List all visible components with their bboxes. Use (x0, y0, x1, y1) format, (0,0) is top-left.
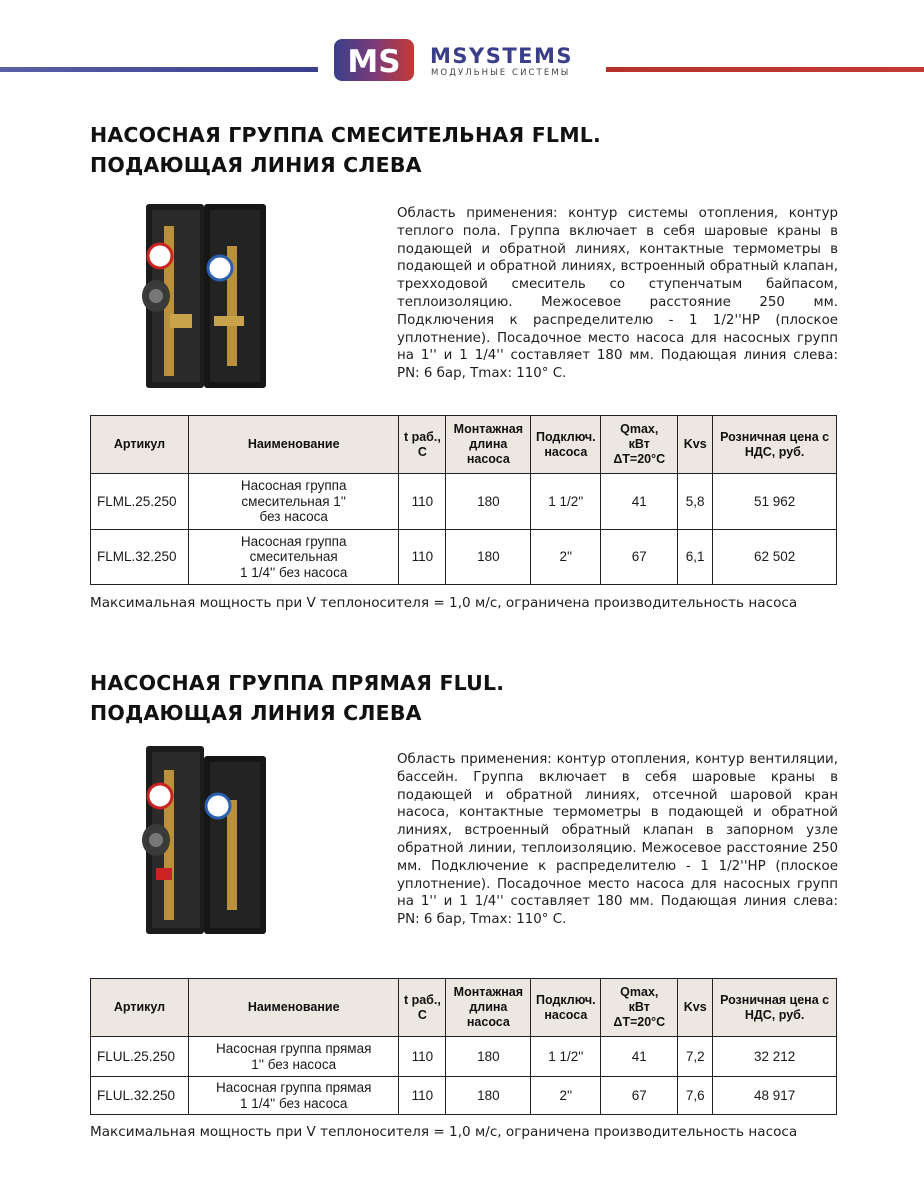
col-name: Наименование (188, 979, 398, 1037)
cell-article: FLUL.32.250 (91, 1077, 189, 1115)
col-kvs: Kvs (678, 979, 713, 1037)
cell-kvs: 7,2 (678, 1037, 713, 1077)
direct-pump-group-image (130, 740, 280, 940)
cell-t: 110 (399, 530, 446, 585)
svg-text:MS: MS (347, 44, 401, 80)
col-article: Артикул (91, 416, 189, 474)
cell-name: Насосная группа прямая 1'' без насоса (188, 1037, 398, 1077)
col-name: Наименование (188, 416, 398, 474)
brand-name: MSYSTEMS (430, 44, 574, 68)
cell-price: 32 212 (713, 1037, 837, 1077)
cell-article: FLML.25.250 (91, 474, 189, 530)
cell-kvs: 6,1 (678, 530, 713, 585)
cell-mount: 180 (446, 1077, 531, 1115)
col-mount: Монтажная длина насоса (446, 979, 531, 1037)
cell-t: 110 (399, 1037, 446, 1077)
cell-conn: 2'' (531, 1077, 601, 1115)
mixing-pump-group-image (130, 196, 280, 396)
col-price: Розничная цена с НДС, руб. (713, 979, 837, 1037)
col-article: Артикул (91, 979, 189, 1037)
header-line-right (606, 67, 924, 72)
col-qmax: Qmax, кВт ΔТ=20°С (601, 979, 678, 1037)
cell-mount: 180 (446, 530, 531, 585)
brand-logo (333, 38, 415, 82)
cell-kvs: 7,6 (678, 1077, 713, 1115)
cell-mount: 180 (446, 474, 531, 530)
cell-price: 62 502 (713, 530, 837, 585)
table-row (91, 1077, 837, 1115)
cell-name: Насосная группа прямая 1 1/4'' без насоса (188, 1077, 398, 1115)
cell-qmax: 41 (601, 1037, 678, 1077)
col-price: Розничная цена с НДС, руб. (713, 416, 837, 474)
cell-conn: 1 1/2'' (531, 474, 601, 530)
section-title: НАСОСНАЯ ГРУППА ПРЯМАЯ FLUL. ПОДАЮЩАЯ ЛИНИЯ СЛЕВА (90, 671, 505, 725)
header-line-left (0, 67, 318, 72)
cell-kvs: 5,8 (678, 474, 713, 530)
col-kvs: Kvs (678, 416, 713, 474)
spec-table (90, 978, 837, 1115)
cell-t: 110 (399, 1077, 446, 1115)
table-note: Максимальная мощность при V теплоносителя = 1,0 м/с, ограничена производительность насоса (90, 1124, 798, 1140)
spec-table (90, 415, 837, 585)
cell-conn: 2'' (531, 530, 601, 585)
cell-name: Насосная группа смесительная 1 1/4'' без насоса (188, 530, 398, 585)
table-row (91, 474, 837, 530)
col-connection: Подключ. насоса (531, 979, 601, 1037)
cell-price: 51 962 (713, 474, 837, 530)
cell-t: 110 (399, 474, 446, 530)
section-description: Область применения: контур отопления, контур вентиляции, бассейн. Группа включает в себя шаровые краны в подающей и обратной линиях, отсечной шаровой кран насоса, контактные термометры в подающей и обратной линиях, встроенный обратный клапан в запорном узле обратной линии, теплоизоляцию. Межосевое расстояние 250 мм. Подключение к распределителю - 1 1/2''НР (плоское уплотнение). Посадочное место насоса для насосных групп на 1'' и 1 1/4'' составляет 180 мм. Подающая линия слева: PN: 6 бар, Tmax: 110° С. (397, 752, 838, 928)
col-mount: Монтажная длина насоса (446, 416, 531, 474)
cell-qmax: 67 (601, 1077, 678, 1115)
col-t-work: t раб., С (399, 416, 446, 474)
cell-article: FLUL.25.250 (91, 1037, 189, 1077)
table-row (91, 530, 837, 585)
col-connection: Подключ. насоса (531, 416, 601, 474)
section-description: Область применения: контур системы отопления, контур теплого пола. Группа включает в себя шаровые краны в подающей и обратной линиях, контактные термометры в подающей и обратной линиях, встроенный обратный клапан, трехходовой смеситель со ступенчатым байпасом, теплоизоляцию. Межосевое расстояние 250 мм. Подключения к распределителю - 1 1/2''НР (плоское уплотнение). Посадочное место насоса для насосных групп на 1'' и 1 1/4'' составляет 180 мм. Подающая линия слева: PN: 6 бар, Tmax: 110° С. (397, 206, 838, 382)
table-header-row (91, 979, 837, 1037)
cell-conn: 1 1/2'' (531, 1037, 601, 1077)
cell-qmax: 41 (601, 474, 678, 530)
cell-article: FLML.32.250 (91, 530, 189, 585)
table-row (91, 1037, 837, 1077)
col-t-work: t раб., С (399, 979, 446, 1037)
section-title: НАСОСНАЯ ГРУППА СМЕСИТЕЛЬНАЯ FLML. ПОДАЮЩАЯ ЛИНИЯ СЛЕВА (90, 123, 602, 177)
cell-name: Насосная группа смесительная 1'' без насоса (188, 474, 398, 530)
cell-mount: 180 (446, 1037, 531, 1077)
brand-subtitle: МОДУЛЬНЫЕ СИСТЕМЫ (431, 68, 571, 78)
cell-price: 48 917 (713, 1077, 837, 1115)
cell-qmax: 67 (601, 530, 678, 585)
table-note: Максимальная мощность при V теплоносителя = 1,0 м/с, ограничена производительность насоса (90, 595, 798, 611)
table-header-row (91, 416, 837, 474)
col-qmax: Qmax, кВт ΔТ=20°С (601, 416, 678, 474)
